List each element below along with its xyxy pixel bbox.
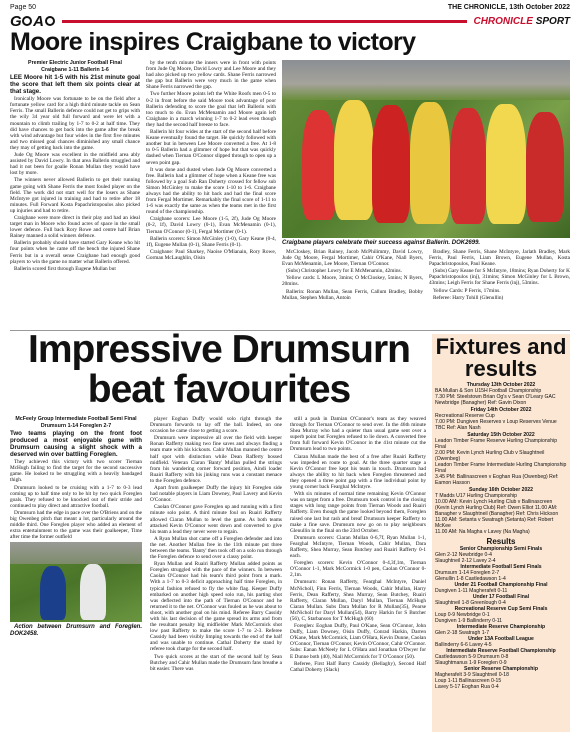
paragraph: Premier Electric Junior Football Final: [28, 60, 122, 66]
photo-caption-craigbane: Craigbane players celebrate their success against Ballerin. DOK2699.: [282, 240, 481, 246]
paragraph: Caolan O'Connor gave Foreglen up and running with a first minute solo point. A third minute foul on Ruairi Rafferty allowed Ciaran Mullan to level the game. As both teams attacked Kevin O'Connor went down and converted to give his team a lead they never were to regain.: [150, 504, 282, 535]
paragraph: by the tenth minute the inners were in front with points from Jude Og Moore, David Lowry and Lee Moore and they had also picked up two yellow cards. Shane Ferris narrowed the gap but Ballerin were very much in the game when Shane Ferris narrowed the gap.: [146, 60, 276, 91]
gaa-logo: G A: [10, 13, 56, 30]
craigbane-celebration-photo: [282, 60, 570, 238]
paragraph: Two quick scores at the start of the second half by Sean Butchey and Cahir Mullan made the Drumsurn fans breathe a bit easier. There was: [150, 653, 282, 672]
paragraph: Drumsurn: Ronan Rafferty, Fearghal McIntyre, Daniel McNicholl, Finn Ferris, Tiernan Woods, Cahir Mullan, Harry Ferris, Dean Rafferty, Shea Murray, Sean Butchey, Ruairi Rafferty, Ciaran Mullan, Daryl Mullan, Tiernan McHugh Ciaran Mullan. Subs Dara Mullan for R Mullan(35), Pearse McNicholl for Daryl Mullan(54), Barry Harkin for S Butcher (56), C, Starbanson for T McHugh (60): [290, 579, 426, 622]
fixture-line: Recreational Reserve Cup Semi Finals: [454, 606, 548, 612]
headline-drumsurn: Impressive Drumsurn beat favourites: [28, 328, 410, 411]
fixture-line: Senior Reserve Championship: [464, 666, 538, 672]
page-header: [10, 2, 570, 12]
story1-column-3: [282, 60, 570, 328]
fixture-line: Friday 14th October 2022: [470, 407, 532, 413]
story2-column-3: [290, 416, 426, 734]
paragraph: Craigbane: Paul Sharkey, Naoise O'Mianain, Rory Rowe, Gorman McLaughlin, Oisin: [146, 248, 276, 261]
fixture-line: Under 13A Football League: [468, 636, 534, 642]
paragraph: (Subs) Christopher Lowry for E McMenamin, 42mins.: [286, 268, 402, 275]
football-icon: [45, 16, 55, 26]
page-number: Page 50: [10, 3, 37, 11]
paragraph: Ballerin: Ronan Mullan, Sean Ferris, Callum Bradley, Bobby Mullan, Stephen Mullan, Antoin: [282, 288, 423, 301]
paragraph: Apart from goalkeeper Duffy the injury hit Foreglen side had notable players in Liam Downey, Paul Lavery and Kevin O'Connor.: [150, 485, 282, 504]
fixtures-and-results-panel: [432, 334, 570, 732]
paragraph: Two further Moore points left the White Roofs men 0-5 to 0-2 in front before the said Moore took advantage of poor Ballerin defending to score the goal that left Ballerin with too much to do. Evan McMenamin and Moore again left Craigbane in a march winning 1-7 to 0-2 lead even though they had the second half breeze to face.: [146, 91, 276, 128]
fixture-line: Under 17 Football Final: [472, 594, 530, 600]
story1-column-1: [10, 60, 140, 328]
paragraph: Referee: Harry Tohill (Glenullin): [433, 294, 504, 301]
fixture-line: BA Mullan & Son U15H Football Championship: [435, 388, 542, 394]
paragraph: Drumsurn 1-14 Foreglen 2-7: [40, 423, 112, 430]
fixtures-title: Fixtures and results: [435, 334, 567, 381]
publication-date: THE CHRONICLE, 13th October 2022: [447, 3, 570, 11]
paragraph: player Eoghan Duffy would solo right through the Drumsurn forwards to lay off the ball. Indeed, on one occasion he came close to getting a score.: [150, 416, 282, 435]
story1-column-2: [146, 60, 276, 328]
paragraph: Ciaran Mullan made the best of a free after Ruairi Rafferty was impeded en route to goal. At the three quarter stage a Kevin O'Connor free kept his team in touch. Drumsurn had always the ability to hit back when Foreglen threatened and they opened a three point gap with a fine individual point by young corner back Fearghal McIntyre.: [290, 453, 426, 491]
paragraph: Ballerin hit four wides at the start of the second half before Keane eventually found the target. He quickly followed with another but in between Lee Moore converted a free. At 1-8 to 0-5 Ballerin had a glimmer of hope but that was quickly dashed when Tiernan O'Connor slipped through to open up a seven point gap.: [146, 129, 276, 166]
fixture-line: Leadon Timber Frame Intermediate Hurling Championship Final: [435, 462, 567, 474]
story1-column-3b: [429, 249, 570, 302]
section-bar: [10, 13, 570, 29]
paragraph: Ballerin probably should have started Gary Keane who hit four points when he came off the bench the injured Shane Ferris but in a overall sense Craigbane had enough good players to win the game no matter what Ballerin offered.: [10, 240, 140, 265]
paragraph: Drumsurn were impressive all over the field with keeper Ronan Rafferty making two fine saves and always finding a team mate with his kickouts. Cahir Mullan manned the centre half spot with distinction while Dean Rafferty bossed midfield. Veteran Ciaran 'Banty' Mullan pulled the strings from his wandering corner forward position, Aindi loader Ruairi Rafferty with his jinking runs was a constant menace to the Foreglen defence.: [150, 435, 282, 484]
fixture-line: Intermediate Reserve Football Championship: [446, 648, 556, 654]
fixture-line: Intermediate Reserve Championship: [456, 624, 546, 630]
story2-column-1: [10, 416, 142, 734]
fixture-line: Dungiven 1-9 Ballinderry 0-11: [435, 618, 503, 624]
fixture-line: Ballinderry 6-6 Lavey 4-5: [435, 642, 492, 648]
fixture-line: Glen 2-12 Newbridge 0-4: [435, 552, 492, 558]
paragraph: Ballerin scorers: Simon McGinley (1-0), Gary Keane (0-4, 1f), Eugene Mullan (0-1), Shane Ferris (0-1).: [146, 235, 276, 248]
fixture-line: Slaughtmanus 1-9 Foreglen 0-9: [435, 660, 507, 666]
paragraph: (Subs) Gary Keane for S McIntyre, 18mins; Ryan Doherty for K Papachristopoulos (inj), 31mins; Simon McGinley for L Brown, 43mins; Leigh Ferris for Shane Ferris (inj), 53mins.: [429, 268, 570, 287]
fixture-line: 2.00 PM: Kevin Lynch Hurling Club v Slaughtneil (Owenbeg): [435, 450, 545, 462]
fixture-line: Sunday 16th October 2022: [469, 487, 533, 493]
fixture-line: Saturday 15th October 2022: [467, 432, 535, 438]
paragraph: Drumsurn had the edge in pace over the O'Briens and on the big Owenbeg pitch that meant a lot, particularly around the middle third. One Foreglen player who added an element of extra entertainment to the game was their goalkeeper, Time after time the former outfield: [10, 509, 142, 541]
fixture-line: 11.00 AM: Na Magha v Lavey (Na Magha): [435, 529, 530, 535]
football-icon: [22, 16, 32, 26]
chronicle-sport-logo: CHRONICLE SPORT: [473, 15, 570, 27]
fixture-line: 7.00 PM: Dungiven Reserves v Loup Reserves Venue TBC Ref: Alan Nash: [435, 419, 557, 431]
paragraph: still a push in Damian O'Connor's team as they weaved through for Tiernan O'Connor to send over. In the 46th minute Shea Murray who had a quieter than usual game sent over a superb point but Foreglen refused to lie down. A converted free from full forward Kevin O'Connor in the 41st minute cut the Drumsurn lead to two points.: [290, 416, 426, 453]
fixture-line: Lavey 5-17 Eoghan Rua 0-4: [435, 684, 499, 690]
paragraph: Craigbane were more direct in their play and had an ideal target man in Moore who found acres of space in the small lower defence. Full back Rory Rowe and centre half Brian Rainey manned a solid winners defence.: [10, 214, 140, 240]
paragraph: Foreglen: Eoghan Duffy, Paul O'Kane, Sean O'Connor, John Duffy, Liam Downey, Oisin Duffy, Conrad Harkin, Darren O'Kane, Mark McCormick, Liam O'Hara, Kevin Dunne, Caolan O'Connor, Tiernan O'Connor, Kevin O'Connor, Cahir O'Connor. Subs: Eanan McNeely for L O'Hara and Jonathan O'Dwyer for E Dunne both (40), Niall McCormick for T O'Connor (50).: [290, 623, 426, 660]
paragraph: LEE Moore hit 1-5 with his 21st minute goal the score that left them six points clear at that stage.: [10, 74, 140, 96]
fixture-line: Intermediate Football Semi Finals: [460, 564, 542, 570]
fixture-line: 7.30 PM: Steelstown Brian Og's v Sean O'Leary GAC Newbridge (Banagher) Ref: Gavin Dixon: [435, 394, 556, 406]
paragraph: The winners never allowed Ballerin to get their running game going with Shane Ferris the most fouled player on the field. The work did not start well for the losers as Shane McIntyre got injured in training and had to retire after 18 minutes. Full Forward Kosta Papachristopoulos also picked up injuries and had to retire.: [10, 177, 140, 214]
paragraph: Jude Og Moore was excellent in the midfield area ably assisted by David Lowry. In that area Ballerin struggled and had it not been for goalie Ronan Mullan they would have lost by more.: [10, 152, 140, 177]
paragraph: Two teams playing on the front foot produced a most enjoyable game with Drumsurn causing a slight shock with a deserved win over battling Foreglen.: [10, 430, 142, 459]
paragraph: Yellow cards: L Moore, 3mins; O McCloskey, 5mins; N Byers, 20mins.: [282, 275, 423, 288]
paragraph: Ballerin scored first through Eugene Mullan but: [14, 265, 116, 272]
fixture-line: Recreational Reserve Cup: [435, 413, 495, 419]
fixtures-list: [435, 382, 567, 690]
fixture-line: Slaughtneil 2-12 Lavey 2-4: [435, 558, 496, 564]
fixture-line: Dungiven 1-11 Magherafelt 0-11: [435, 588, 508, 594]
paragraph: Ryan Mullan and Ruairi Rafferty Mullan added points as Foreglen struggled with the pace of the winners. In between Caolan O'Connor had his team's third point from a mark. With a 1-7 to 0-3 deficit approaching half time Foreglen, in typical fashion refused to fly the white flag. Keeper Duffy embarked on another high speed solo run, his parting shot was deflected into the path of Tiernan O'Connor and he returned it to the net. O'Connor was fouled as he was about to shoot, with another goal on his mind. Referee Barry Cassidy with his last decision of the game spread its arms and from the resultant penalty big midfielder Mark McCormick shot low past Rafferty to make the score 1-7 to 2-3. Referee Cassidy had been visibly limping towards the end of the half and was unable to continue. Cathal Doherty the stand by referee took charge for the second half.: [150, 561, 282, 653]
fixture-line: Slaughtneil 1-8 Greenlough 0-4: [435, 600, 506, 606]
story1-column-3a: [282, 249, 423, 302]
paragraph: A Ryan Mullan shot came off a Foreglen defender and into the net. Another Mullan free in the 11th minute put three between the teams. 'Banty' then took off on a solo run through the Foreglen defence to send over a classy point.: [150, 535, 282, 561]
story2-column-2: [150, 416, 282, 734]
fixture-line: Magherafelt 3-9 Slaughtneil 0-18: [435, 672, 509, 678]
fixture-line: Loup 0-9 Newbridge 0-1: [435, 612, 490, 618]
paragraph: It was done and dusted when Jude Og Moore converted a free. Ballerin had a glimmer of hope when a Keane free was followed by a goal Sub Ran Doherty crossed for fellow sub Simon McGinley to make the score 1-10 to 1-6. Craigbane always had the ability to hit back and had the final score from Fergal Mortimer. Remarkably the final score of 1-11 to 1-6 was exactly the same as when the teams met in the first round of the championship.: [146, 166, 276, 216]
fixture-line: Senior Championship Semi Finals: [459, 546, 543, 552]
paragraph: Foreglen scorers: Kevin O'Connor 0-4,3f,1m, Tiernan O'Connor 1-1, Mark McCormick 1-0 pen, Caolan O'Connor 0-2,1m.: [290, 560, 426, 579]
section-rule: [62, 20, 468, 23]
paragraph: Drumsurn scorers: Ciaran Mullan 0-6,7f, Ryan Mullan 1-1, Fearghal McIntyre, Tiernan Woods, Cahir Mullan, Dara Rafferty, Shea Murray, Sean Butchey and Ruairi Rafferty 0-1 each.: [290, 534, 426, 560]
fixture-line: Castledawson 5-9 Drumsurn 0-8: [435, 654, 509, 660]
fixture-line: 10.00 AM: Kevin Lynch Hurling Club v Ballinascreen (Kevin Lynch Hurling Club) Ref: Owen Elliot 11.00 AM: Banagher v Slaughtneil (Banagher) Ref: Chris Hickson 11.00 AM: Setanta v Swatragh (Setanta) Ref: Robert McKee: [435, 499, 559, 529]
paragraph: Referee, First Half Barry Cassidy (Bellaghy), Second Half Cathal Doherty (Slack): [290, 660, 426, 673]
fixture-line: T Madds U17 Hurling Championship: [435, 493, 518, 499]
fixture-line: Glen 2-18 Swatragh 1-7: [435, 630, 490, 636]
paragraph: With six minutes of normal time remaining Kevin O'Connor was on target from a free. Drumsurn took control in the closing stages with long range points from Tiernan Woods and Ruairi Rafferty. Even though the game looked beyond them, Foreglen raised one last but rash and breaf Drumsurn keeper Rafferty to make a fine save. Drumsurn now go on to play neighbours Glenullin in the final on the 23rd October.: [290, 491, 426, 534]
paragraph: Drumsurn looked to be cruising with a 1-7 to 0-3 lead coming up to half time only to be hit by two quick Foreglen goals. They refused to be knocked out of their stride and continued to play direct and attractive football.: [10, 484, 142, 509]
paragraph: Ironically Moore was fortunate to be on the field after a fortunate yellow card for a high third minute tackle on Sean Ferris. The small Ballerin defence could not get to grips with the wily 34 year old full forward and were let with a mountain to climb trailing by 1-7 to 0-2 at half time. They did have chances to get back into the game after the break with wind advantage but four wides in the first five minutes and two missed goal chances diminished any small chance they may of getting back into the game.: [10, 96, 140, 151]
fixture-line: Drumsurn 1-14 Foreglen 2-7: [435, 570, 500, 576]
headline-craigbane: Moore inspires Craigbane to victory: [10, 28, 416, 56]
fixture-line: Loup 1-11 Ballinascreen 0-15: [435, 678, 502, 684]
fixture-line: Thursday 13th October 2022: [466, 382, 536, 388]
paragraph: Craigbane scorers: Lee Moore (1-5, 2f), Jude Og Moore (0-2, 1f), David Lowry (0-1), Evan McMenamin (0-1), Tiernan O'Connor (0-1), Fergal Mortimer (0-1).: [146, 216, 276, 235]
paragraph: McCloskey, Brian Rainey, Jacob McPhilimmy, David Lowry, Jude Og Moore, Fergal Mortimer, Cahir O'Kane, Niall Byers, Evan McMenamin, Lee Moore, Tiernan O'Connor.: [282, 249, 423, 268]
fixture-line: Results: [486, 537, 516, 546]
paragraph: Craigbane 1-11 Ballerin 1-6: [41, 67, 109, 74]
paragraph: They achieved this victory with two scorer Tiernan McHugh failing to find the target for the second successive game. He looked to be struggling with a heavily bandaged thigh.: [10, 459, 142, 484]
fixture-line: Under 21 Football Championship Final: [454, 582, 548, 588]
paragraph: Yellow Cards: P Ferris, 17mins.: [433, 287, 501, 294]
paragraph: Bradley, Shane Ferris, Shane McIntyre, Jarlath Bradley, Mark Ferris, Paul Ferris, Liam Brown, Eugene Mullan, Kosta Papachristopoulos, Paul Keane.: [429, 249, 570, 268]
fixture-line: Glenullin 1-8 Castledawson 1-4: [435, 576, 506, 582]
paragraph: McFeely Group Intermediate Football Semi Final: [15, 416, 137, 422]
fixture-line: Leadon Timber Frame Reserve Hurling Championship Final: [435, 438, 558, 450]
drumsurn-foreglen-photo: [10, 542, 142, 622]
photo-caption-drumsurn: Action between Drumsurn and Foreglen. DOK2458.: [10, 624, 142, 638]
fixture-line: 3.45 PM: Ballinascreen v Eoghan Rua (Owenbeg) Ref: Eamon Hasson: [435, 474, 559, 486]
